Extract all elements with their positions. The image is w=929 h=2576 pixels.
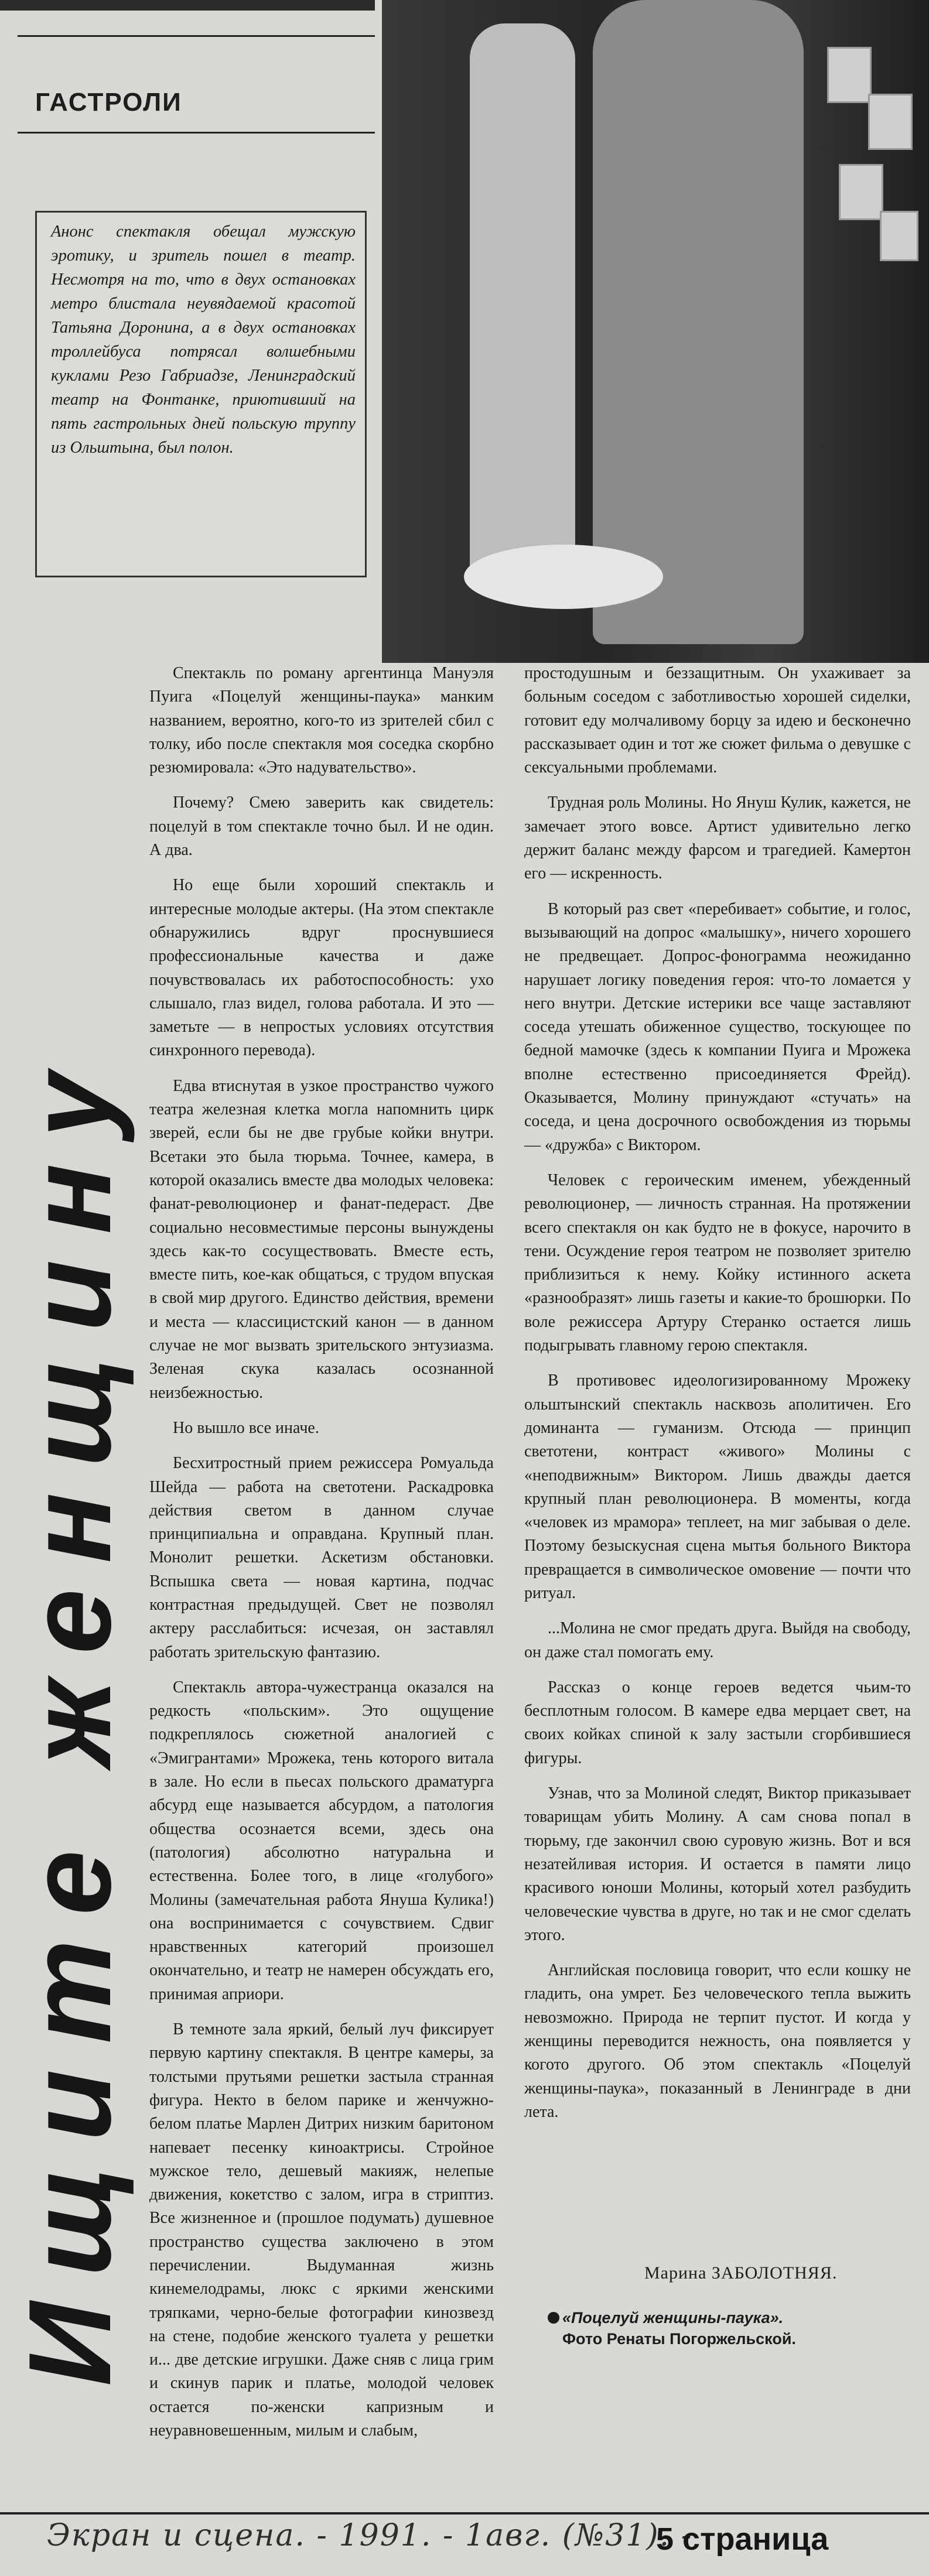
masthead-fragment — [0, 0, 375, 11]
photo-caption — [562, 2307, 914, 2349]
paragraph: Трудная роль Молины. Но Януш Кулик, кажется, не замечает этого вовсе. Артист удивительно легко держит баланс между фарсом и трагедией. Камертон его — искренность. — [524, 793, 911, 883]
wall-photo — [868, 94, 913, 150]
wall-photo — [827, 47, 872, 103]
paragraph: Почему? Смею заверить как свидетель: поцелуй в том спектакле точно был. И не один. А два. — [149, 793, 494, 860]
paragraph: Рассказ о конце героев ведется чьим-то бесплотным голосом. В камере едва мерцает свет, на своих койках спиной к залу застыли сгорбившиеся фигуры. — [524, 1678, 911, 1767]
paragraph: Но вышло все иначе. — [173, 1418, 319, 1437]
actor-figure-left — [470, 23, 575, 574]
paragraph: Человек с героическим именем, убежденный революционер, — личность странная. На протяжении всего спектакля он как будто не в фокусе, нарочито в тени. Осуждение героя театром не позволяет зрителю приблизиться к нему. Койку истинного аскета «разнообразят» лишь газеты и какие-то брошюрки. По воле режиссера Артуру Стеранко остается лишь подыгрывать главному герою спектакля. — [524, 1171, 911, 1355]
text-column-1 — [149, 662, 494, 2454]
footer-rule — [0, 2512, 929, 2515]
vertical-headline: Ищите женщину — [5, 1046, 135, 2386]
handwritten-source-note: Экран и сцена. - 1991. - 1авг. (№31). - — [47, 2518, 693, 2553]
paragraph: Но еще были хороший спектакль и интересные молодые актеры. (На этом спектакле обнаружились вдруг проснувшиеся профессиональные качества и даже почувствовалась их работоспособность: ухо слышало, глаз видел, голова работала. И это — заметьте — в непростых условиях отсутствия синхронного перевода). — [149, 876, 494, 1060]
paragraph: Спектакль по роману аргентинца Мануэля Пуига «Поцелуй женщины-паука» манким названием, вероятно, кого-то из зрителей сбил с толку, ибо после спектакля моя соседка скорбно резюмировала: «Это надувательство». — [149, 664, 494, 777]
rubric-rule-bottom — [18, 132, 375, 134]
paragraph: Узнав, что за Молиной следят, Виктор приказывает товарищам убить Молину. А сам снова попал в тюрьму, где закончил свою суровую жизнь. Вот и вся незатейливая история. И остается в памяти лицо красивого юноши Молины, который хотел разбудить человеческие чувства в друге, но так и не смог сделать этого. — [524, 1784, 911, 1944]
basin — [464, 545, 663, 609]
paragraph: Спектакль автора-чужестранца оказался на редкость «польским». Это ощущение подкреплялось сюжетной аналогией с «Эмигрантами» Мрожека, тень которого витала в зале. Но если в пьесах польского драматурга абсурд еще называется абсурдом, а патология общества осознается всеми, здесь она (патология) абсолютно натуральна и естественна. Более того, в лице «голубого» Молины (замечательная работа Януша Кулика!) она воспринимается с сочувствием. Сдвиг нравственных категорий произошел окончательно, и театр не намерен обсуждать его, принимая априори. — [149, 1678, 494, 2003]
wall-photo — [880, 211, 918, 261]
paragraph: В противовес идеологизированному Мрожеку ольштынский спектакль насквозь аполитичен. Его доминанта — гуманизм. Отсюда — принцип светотени, контраст «живого» Молины с «неподвижным» Виктором. Лишь дважды дается крупный план революционера. В моменты, когда «человек из мрамора» теплеет, на миг забывая о деле. Поэтому безыскусная сцена мытья больного Виктора превращается в символическое омовение — почти что ритуал. — [524, 1371, 911, 1602]
production-photo — [382, 0, 929, 663]
actor-figure-right — [593, 0, 804, 644]
text-column-2 — [524, 662, 911, 2136]
paragraph: Едва втиснутая в узкое пространство чужого театра железная клетка могла напомнить цирк зверей, если бы не две грубые койки внутри. Всетаки это была тюрьма. Точнее, камера, в которой оказались вместе два молодых человека: фанат-революционер и фанат-педераст. Две социально несовместимые персоны вынуждены здесь как-то сосуществовать. Вместе есть, вместе пить, кое-как общаться, с трудом впуская в свой мир другого. Единство действия, времени и места — классицистский канон — в данном случае не мог вызвать зрительского энтузиазма. Зеленая скука казалась осознанной неизбежностью. — [149, 1076, 494, 1402]
caption-bullet-icon — [548, 2312, 559, 2324]
author-signature: Марина ЗАБОЛОТНЯЯ. — [644, 2263, 838, 2283]
rubric-rule-top — [18, 35, 375, 37]
caption-title: «Поцелуй женщины-паука». — [562, 2309, 784, 2327]
lead-text: Анонс спектакля обещал мужскую эротику, и зритель пошел в театр. Несмотря на то, что в двух остановках метро блистала неувядаемой красотой Татьяна Доронина, а в двух остановках троллейбуса потрясал волшебными куклами Резо Габриадзе, Ленинградский театр на Фонтанке, приютивший на пять гастрольных дней польскую труппу из Ольштына, был полон. — [51, 223, 356, 457]
page-number: 5 страница — [656, 2522, 829, 2557]
paragraph: В который раз свет «перебивает» событие, и голос, вызывающий на допрос «малышку», ничего хорошего не предвещает. Допрос-фонограмма неожиданно нарушает логику поведения героя: что-то ломается у него внутри. Детские истерики все чаще заставляют соседа утешать обиженное существо, тоскующее по бедной мамочке (здесь к компании Пуига и Мрожека вполне естественно присоединяется Фрейд). Оказывается, Молину принуждают «стучать» на соседа, и цена досрочного освобождения из тюрьмы — «дружба» с Виктором. — [524, 899, 911, 1154]
paragraph: Английская пословица говорит, что если кошку не гладить, она умрет. Без человеческого тепла выжить невозможно. Природа не терпит пустот. И когда у женщины переводится нежность, она появляется у когото другого. Об этом спектакль «Поцелуй женщины-паука», показанный в Ленинграде в дни лета. — [524, 1961, 911, 2121]
paragraph: простодушным и беззащитным. Он ухаживает за больным соседом с заботливостью хорошей сиделки, готовит еду молчаливому борцу за идею и бесконечно рассказывает один и тот же сюжет фильма о девушке с сексуальными проблемами. — [524, 664, 911, 777]
caption-credit: Фото Ренаты Погоржельской. — [562, 2330, 796, 2348]
paragraph: В темноте зала яркий, белый луч фиксирует первую картину спектакля. В центре камеры, за толстыми прутьями решетки застыла странная фигура. Некто в белом парике и женчужно-белом платье Марлен Дитрих низким баритоном напевает песенку киноактрисы. Стройное мужское тело, дешевый макияж, нелепые движения, кокетство с залом, игра в стриптиз. Все жизненное и (прошлое подумать) душевное пространство существа заключено в этом перечислении. Выдуманная жизнь кинемелодрамы, люкс с яркими женскими тряпками, черно-белые фотографии кинозвезд на стене, подобие женского туалета у решетки и... две детские игрушки. Даже сняв с лица грим и скинув парик и платье, молодой человек остается по-женски капризным и неуравновешенным, милым и слабым, — [149, 2020, 494, 2440]
paragraph: ...Молина не смог предать друга. Выйдя на свободу, он даже стал помогать ему. — [524, 1619, 911, 1661]
section-rubric: ГАСТРОЛИ — [35, 88, 182, 117]
lead-box — [35, 211, 367, 577]
wall-photo — [839, 164, 883, 220]
paragraph: Бесхитростный прием режиссера Ромуальда Шейда — работа на светотени. Раскадровка действия светом в данном случае принципиальна и оправдана. Крупный план. Монолит решетки. Аскетизм обстановки. Вспышка света — новая картина, подчас контрастная предыдущей. Свет не позволял актеру расслабиться: исчезая, он заставлял работать зрительскую фантазию. — [149, 1454, 494, 1661]
